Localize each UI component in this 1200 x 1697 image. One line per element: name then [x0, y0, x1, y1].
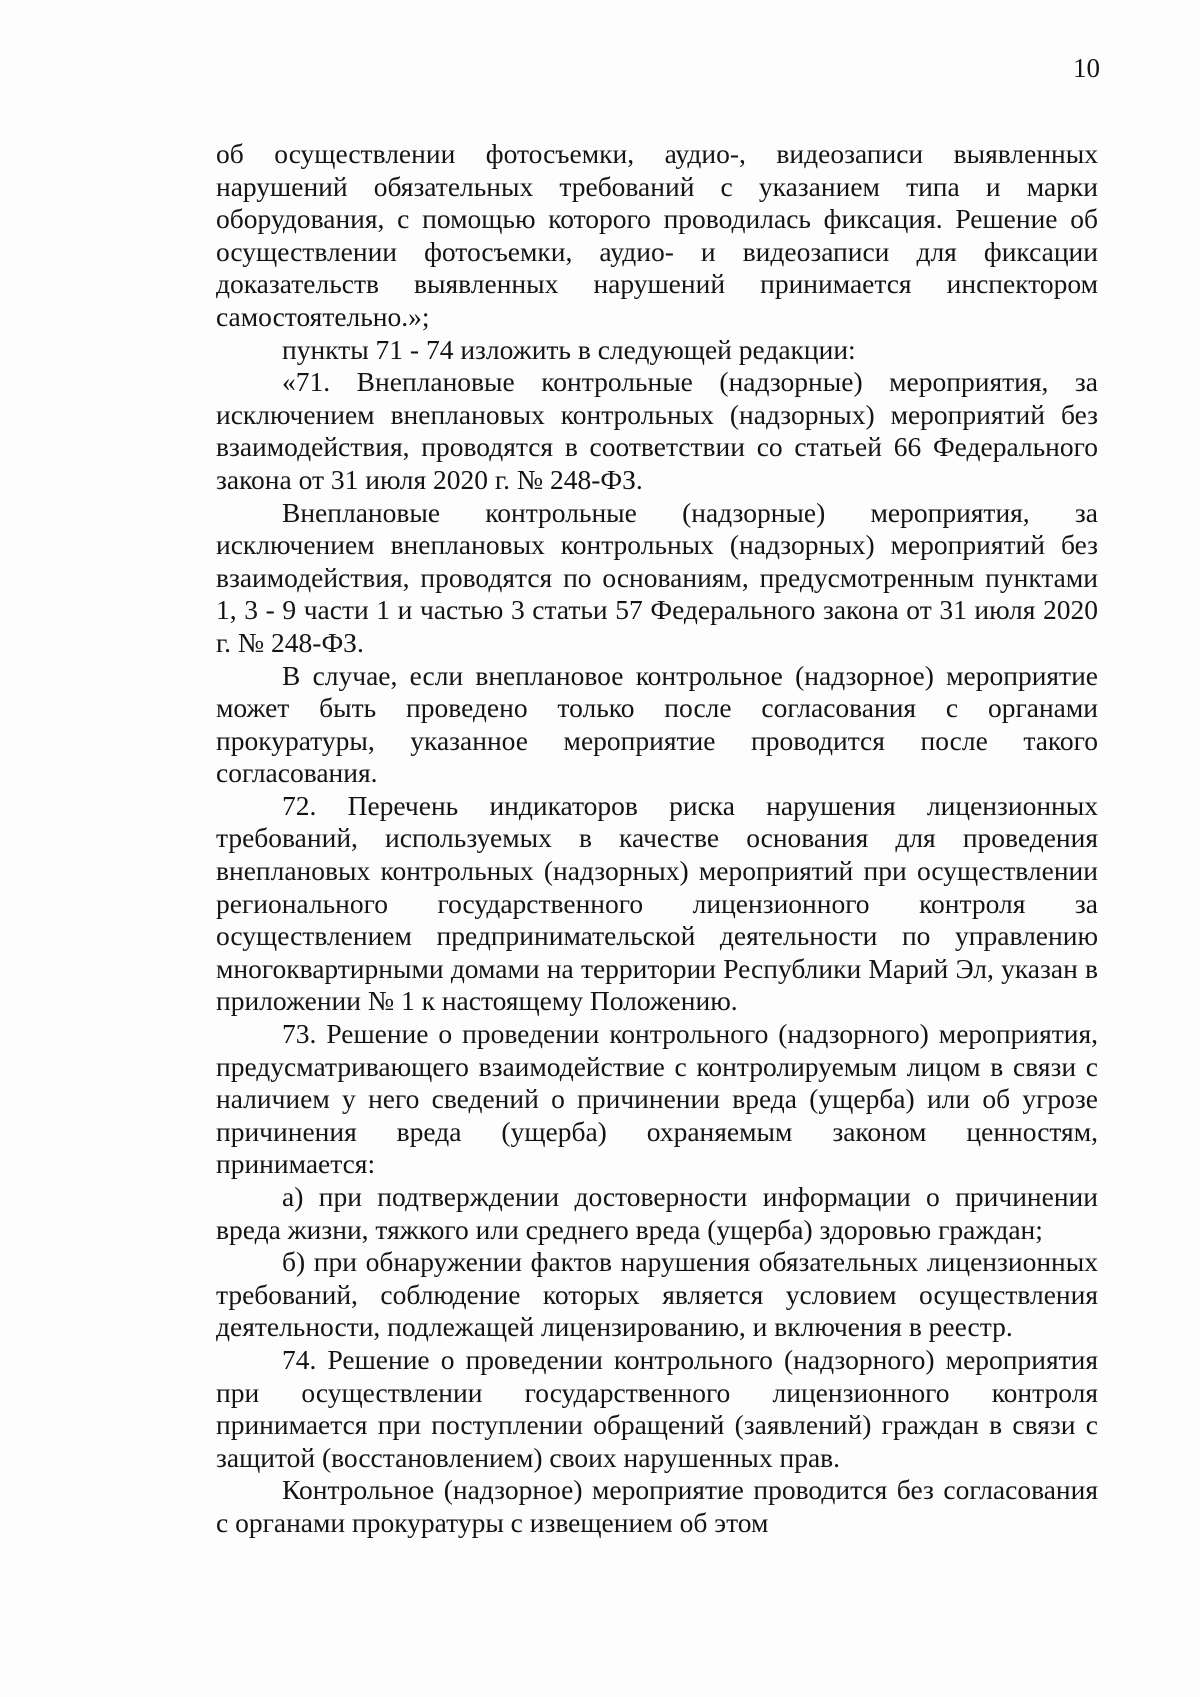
paragraph-unscheduled-grounds: Внеплановые контрольные (надзорные) мероприятия, за исключением внеплановых контрольных (надзорных) мероприятий без взаимодействия, проводятся по основаниям, предусмотренным пунктами 1, 3 - 9 части 1 и частью 3 статьи 57 Федерального закона от 31 июля 2020 г. № 248-ФЗ.: [216, 496, 1098, 658]
paragraph-continuation-photo-fixation: об осуществлении фотосъемки, аудио-, видеозаписи выявленных нарушений обязательных требований с указанием типа и марки оборудования, с помощью которого проводилась фиксация. Решение об осуществлении фотосъемки, аудио- и видеозаписи для фиксации доказательств выявленных нарушений принимается инспектором самостоятельно.»;: [216, 138, 1098, 332]
paragraph-item-72: 72. Перечень индикаторов риска нарушения лицензионных требований, используемых в качестве основания для проведения внеплановых контрольных (надзорных) мероприятий при осуществлении регионального государственного лицензионного контроля за осуществлением предпринимательской деятельности по управлению многоквартирными домами на территории Республики Марий Эл, указан в приложении № 1 к настоящему Положению.: [216, 789, 1098, 1017]
paragraph-item-71: «71. Внеплановые контрольные (надзорные) мероприятия, за исключением внеплановых контрольных (надзорных) мероприятий без взаимодействия, проводятся в соответствии со статьей 66 Федерального закона от 31 июля 2020 г. № 248-ФЗ.: [216, 366, 1098, 495]
paragraph-amendment-intro: пункты 71 - 74 изложить в следующей редакции:: [282, 333, 856, 365]
paragraph-item-73-b: б) при обнаружении фактов нарушения обязательных лицензионных требований, соблюдение которых является условием осуществления деятельности, подлежащей лицензированию, и включения в реестр.: [216, 1246, 1098, 1343]
paragraph-prosecutor-approval: В случае, если внеплановое контрольное (надзорное) мероприятие может быть проведено только после согласования с органами прокуратуры, указанное мероприятие проводится после такого согласования.: [216, 659, 1098, 789]
page-number: 10: [1073, 53, 1100, 83]
paragraph-item-74: 74. Решение о проведении контрольного (надзорного) мероприятия при осуществлении государственного лицензионного контроля принимается при поступлении обращений (заявлений) граждан в связи с защитой (восстановлением) своих нарушенных прав.: [216, 1343, 1098, 1473]
paragraph-item-73: 73. Решение о проведении контрольного (надзорного) мероприятия, предусматривающего взаимодействие с контролируемым лицом в связи с наличием у него сведений о причинении вреда (ущерба) или об угрозе причинения вреда (ущерба) охраняемым законом ценностям, принимается:: [216, 1018, 1098, 1180]
document-body: [216, 138, 1098, 1540]
paragraph-no-approval-notice: Контрольное (надзорное) мероприятие проводится без согласования с органами прокуратуры с извещением об этом: [216, 1474, 1098, 1538]
paragraph-item-73-a: а) при подтверждении достоверности информации о причинении вреда жизни, тяжкого или среднего вреда (ущерба) здоровью граждан;: [216, 1181, 1098, 1245]
